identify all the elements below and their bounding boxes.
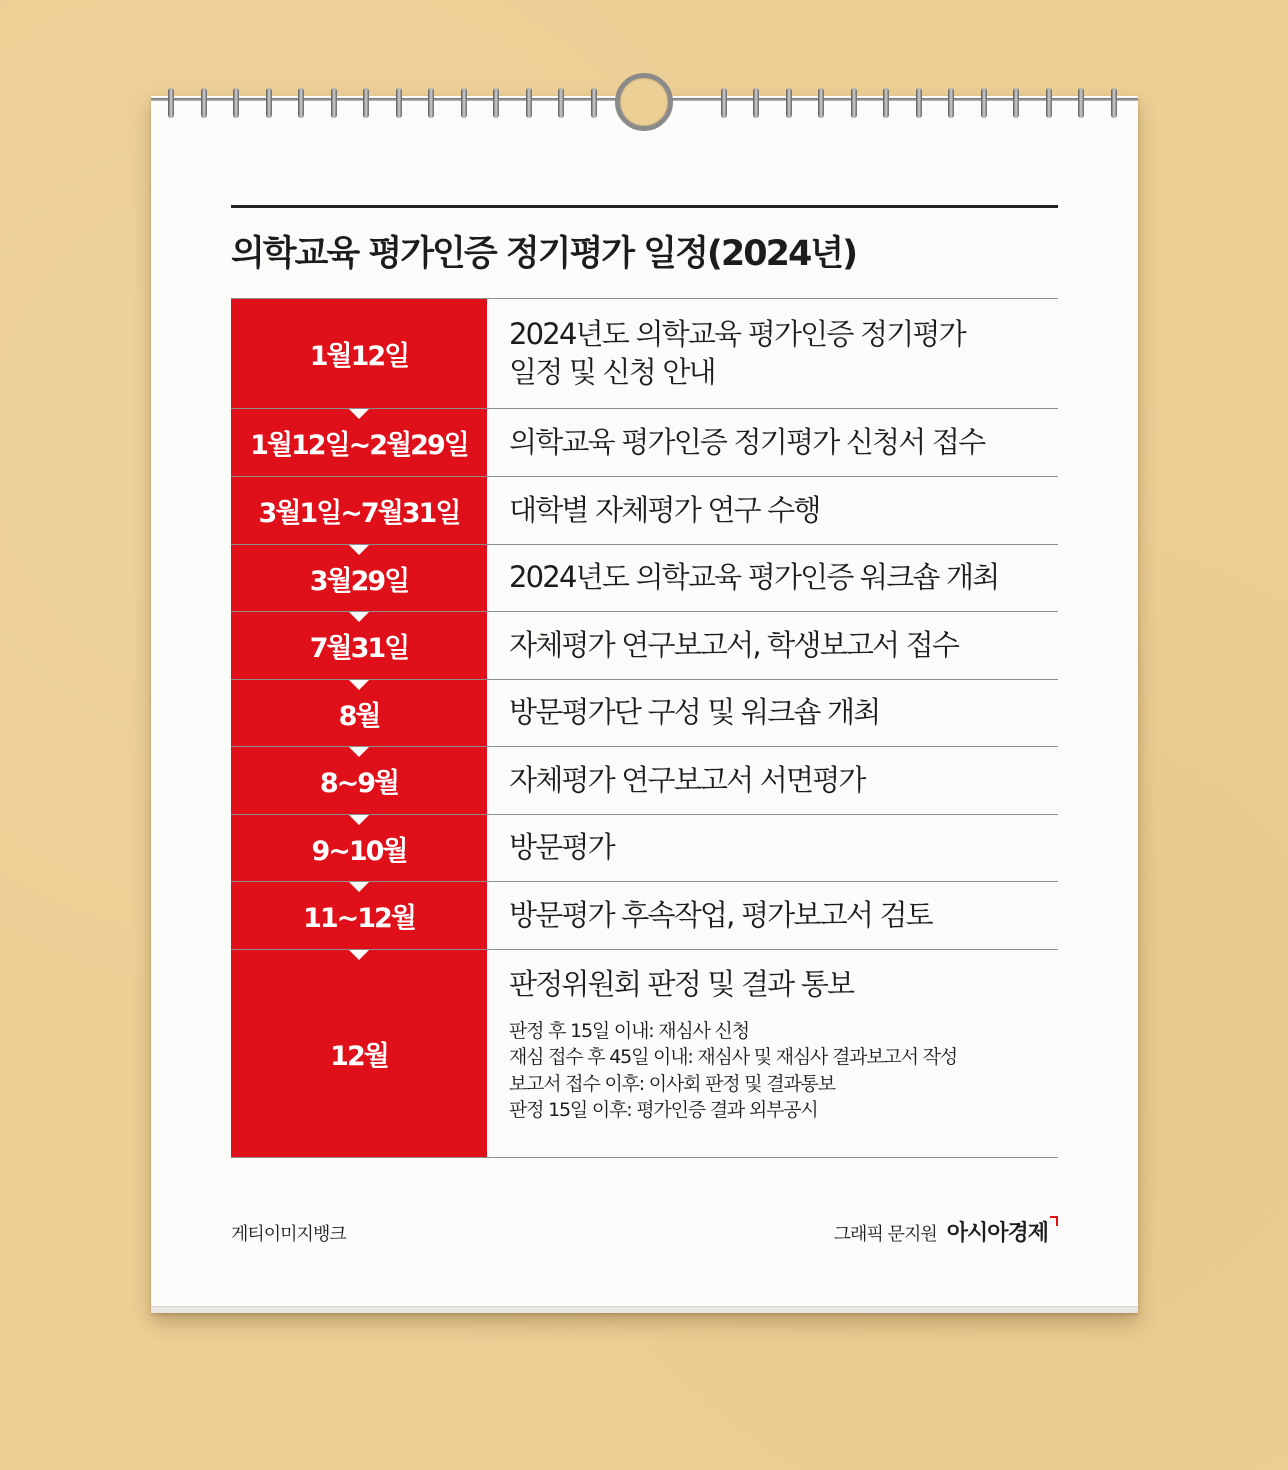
schedule-description-line: 2024년도 의학교육 평가인증 정기평가: [509, 316, 965, 351]
spiral-ring: [1013, 88, 1019, 118]
brand-mark-icon: [1050, 1216, 1058, 1226]
arrow-marker: [349, 747, 369, 757]
schedule-sub-item: 판정 15일 이후: 평가인증 결과 외부공시: [509, 1099, 818, 1122]
schedule-sub-list: [509, 1018, 1058, 1124]
schedule-date: 1월12일: [231, 299, 487, 408]
schedule-row: [231, 679, 1058, 746]
schedule-sub-item: 재심 접수 후 45일 이내: 재심사 및 재심사 결과보고서 작성: [509, 1046, 957, 1069]
schedule-date: [231, 950, 487, 1157]
arrow-marker: [349, 680, 369, 690]
schedule-date-label: 11~12월: [303, 903, 415, 934]
spiral-ring: [266, 88, 272, 118]
schedule-date-label: 1월12일~2월29일: [250, 430, 468, 461]
schedule-row: [231, 949, 1058, 1158]
spiral-ring: [916, 88, 922, 118]
schedule-description: 2024년도 의학교육 평가인증 워크숍 개최: [509, 560, 999, 595]
spiral-ring: [428, 88, 434, 118]
schedule-date: [231, 612, 487, 679]
spiral-ring: [493, 88, 499, 118]
schedule-date: [231, 409, 487, 476]
brand-logo: [947, 1216, 1058, 1247]
schedule-row: [231, 611, 1058, 679]
schedule-date: [231, 477, 487, 544]
spiral-ring: [298, 88, 304, 118]
spiral-ring: [558, 88, 564, 118]
schedule-sub-item: 판정 후 15일 이내: 재심사 신청: [509, 1019, 749, 1042]
schedule-description-line: 판정위원회 판정 및 결과 통보: [509, 967, 854, 1001]
spiral-ring: [1111, 88, 1117, 118]
page-title: 의학교육 평가인증 정기평가 일정(2024년): [231, 234, 857, 274]
arrow-marker: [349, 409, 369, 419]
spiral-ring: [461, 88, 467, 118]
spiral-ring: [721, 88, 727, 118]
schedule-sub-item: 보고서 접수 이후: 이사회 판정 및 결과통보: [509, 1072, 835, 1095]
image-source: 게티이미지뱅크: [231, 1224, 346, 1245]
schedule-date: [231, 815, 487, 881]
schedule-description: [487, 950, 1058, 1157]
schedule-row: [231, 476, 1058, 544]
calendar-bottom-edge: [151, 1306, 1138, 1313]
schedule-row: [231, 298, 1058, 408]
arrow-marker: [349, 815, 369, 825]
spiral-ring: [591, 88, 597, 118]
schedule-row: [231, 746, 1058, 814]
schedule-date-label: 7월31일: [309, 633, 409, 664]
schedule-description: 의학교육 평가인증 정기평가 신청서 접수: [509, 424, 985, 459]
schedule-date: [231, 747, 487, 814]
spiral-ring: [526, 88, 532, 118]
schedule-description: 방문평가: [509, 830, 614, 865]
spiral-ring: [851, 88, 857, 118]
spiral-ring: [201, 88, 207, 118]
title-rule: [231, 205, 1058, 208]
spiral-ring: [883, 88, 889, 118]
schedule-description-line: 일정 및 신청 안내: [509, 354, 715, 389]
spiral-ring: [786, 88, 792, 118]
schedule-row: [231, 544, 1058, 611]
schedule-date-label: 3월1일~7월31일: [258, 498, 460, 529]
spiral-ring: [948, 88, 954, 118]
schedule-description: 자체평가 연구보고서, 학생보고서 접수: [509, 627, 959, 662]
schedule-date-label: 8~9월: [319, 768, 399, 799]
arrow-marker: [349, 545, 369, 555]
schedule-date: [231, 882, 487, 949]
graphic-credit: 그래픽 문지원: [833, 1224, 937, 1245]
spiral-ring: [753, 88, 759, 118]
schedule-table: [231, 298, 1058, 1158]
schedule-row: [231, 408, 1058, 476]
schedule-date-label: 8월: [338, 700, 380, 732]
arrow-marker: [349, 612, 369, 622]
schedule-date-label: 12월: [330, 1041, 388, 1072]
brand-name: 아시아경제: [946, 1221, 1048, 1246]
schedule-description: 방문평가단 구성 및 워크숍 개최: [509, 695, 880, 730]
spiral-ring: [331, 88, 337, 118]
spiral-ring: [1078, 88, 1084, 118]
schedule-description: 자체평가 연구보고서 서면평가: [509, 762, 865, 797]
schedule-row: [231, 814, 1058, 881]
schedule-row: [231, 881, 1058, 949]
schedule-date-label: 3월29일: [309, 565, 409, 597]
footer-credit: [834, 1216, 1058, 1247]
schedule-date: [231, 545, 487, 611]
spiral-ring: [363, 88, 369, 118]
arrow-marker: [349, 950, 369, 960]
hanger-ring: [615, 73, 673, 131]
schedule-date: [231, 680, 487, 746]
spiral-ring: [396, 88, 402, 118]
schedule-date-label: 9~10월: [311, 835, 407, 867]
schedule-description: 방문평가 후속작업, 평가보고서 검토: [509, 897, 932, 932]
spiral-ring: [818, 88, 824, 118]
spiral-ring: [233, 88, 239, 118]
spiral-ring: [1046, 88, 1052, 118]
spiral-ring: [981, 88, 987, 118]
schedule-description: 대학별 자체평가 연구 수행: [509, 492, 820, 527]
spiral-ring: [168, 88, 174, 118]
schedule-description: [487, 299, 1058, 408]
arrow-marker: [349, 882, 369, 892]
